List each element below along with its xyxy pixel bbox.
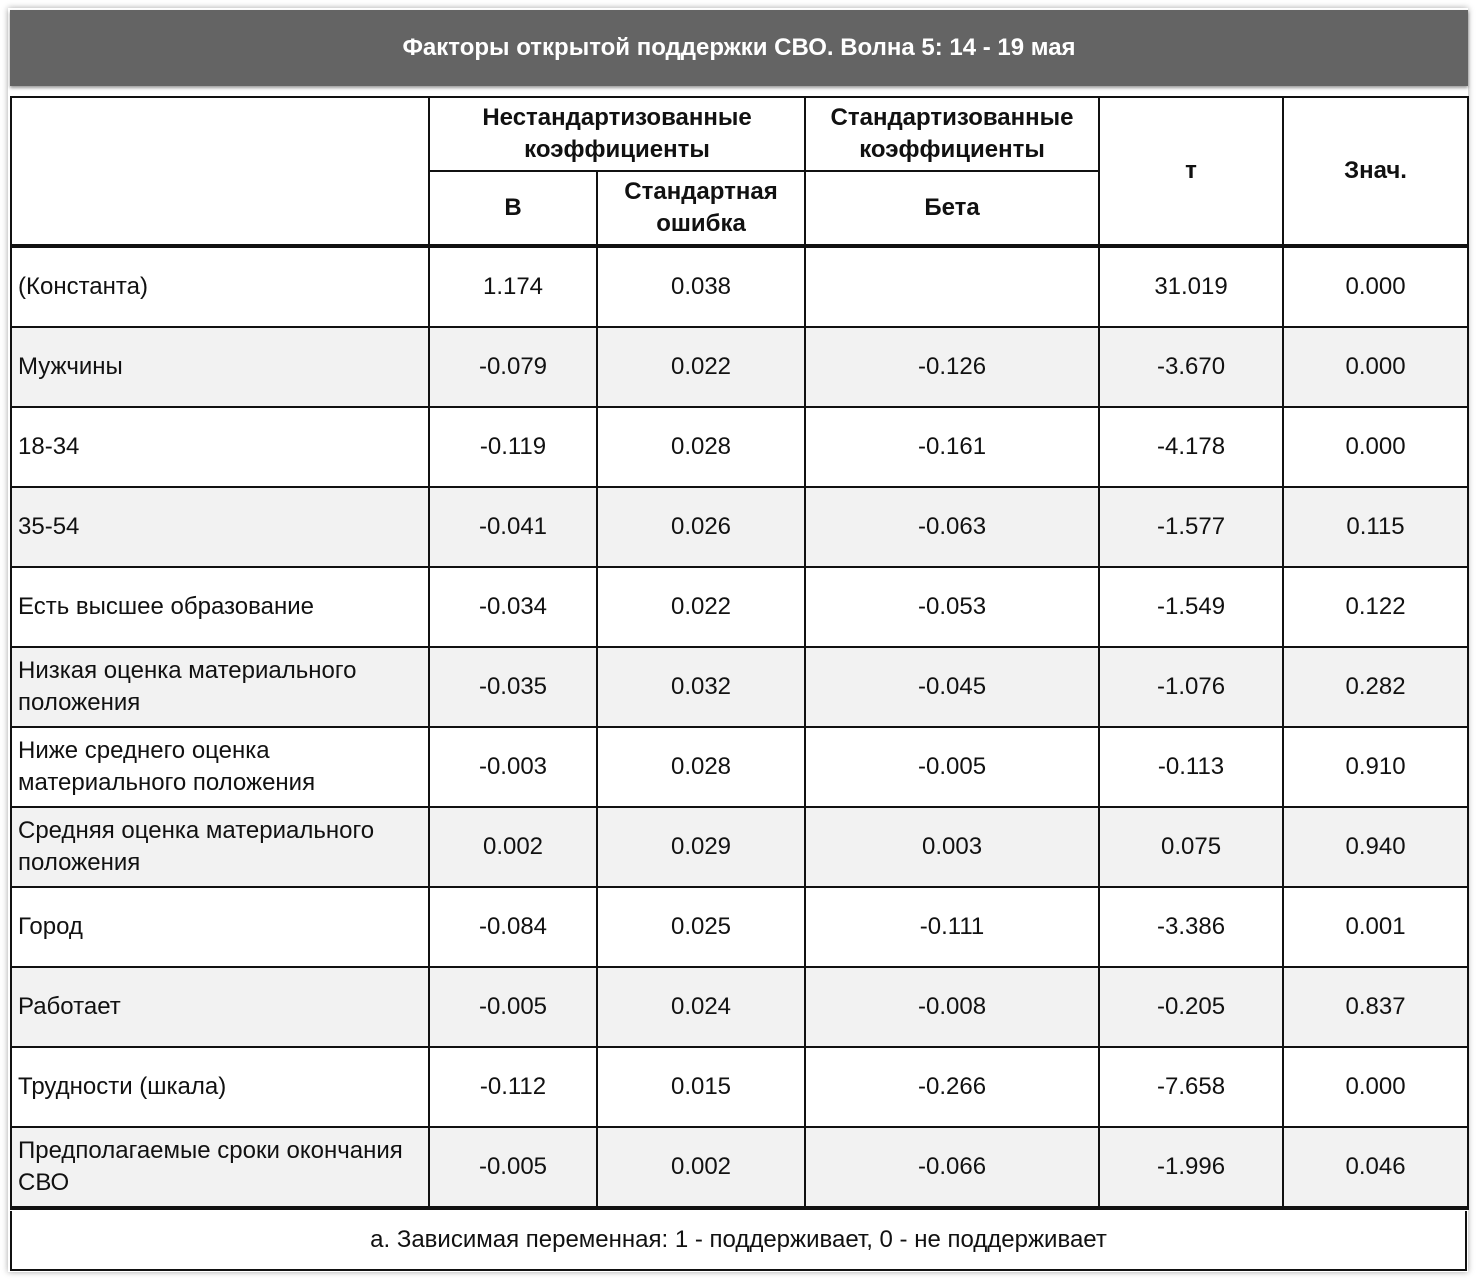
cell-b: 1.174 xyxy=(429,246,597,327)
header-blank-cell xyxy=(11,97,429,246)
table-row xyxy=(11,1047,1468,1127)
row-label: Мужчины xyxy=(11,327,429,407)
cell-std-error: 0.032 xyxy=(597,647,805,727)
cell-t: -3.670 xyxy=(1099,327,1283,407)
row-label: 35-54 xyxy=(11,487,429,567)
table-row xyxy=(11,967,1468,1047)
cell-t: -3.386 xyxy=(1099,887,1283,967)
cell-t: -7.658 xyxy=(1099,1047,1283,1127)
cell-beta: -0.266 xyxy=(805,1047,1099,1127)
table-row xyxy=(11,487,1468,567)
row-label: Низкая оценка материального положения xyxy=(11,647,429,727)
table-body xyxy=(11,246,1468,1208)
cell-std-error: 0.002 xyxy=(597,1127,805,1208)
header-t: т xyxy=(1099,97,1283,246)
cell-sig: 0.910 xyxy=(1283,727,1468,807)
row-label: Город xyxy=(11,887,429,967)
cell-std-error: 0.025 xyxy=(597,887,805,967)
row-label: 18-34 xyxy=(11,407,429,487)
cell-b: -0.079 xyxy=(429,327,597,407)
header-standardized: Стандартизованные коэффициенты xyxy=(805,97,1099,171)
cell-b: 0.002 xyxy=(429,807,597,887)
header-sig: Знач. xyxy=(1283,97,1468,246)
table-row xyxy=(11,246,1468,327)
cell-sig: 0.837 xyxy=(1283,967,1468,1047)
row-label: (Константа) xyxy=(11,246,429,327)
table-row xyxy=(11,327,1468,407)
cell-std-error: 0.015 xyxy=(597,1047,805,1127)
cell-sig: 0.000 xyxy=(1283,327,1468,407)
row-label: Есть высшее образование xyxy=(11,567,429,647)
cell-sig: 0.001 xyxy=(1283,887,1468,967)
cell-b: -0.041 xyxy=(429,487,597,567)
cell-beta: 0.003 xyxy=(805,807,1099,887)
row-label: Работает xyxy=(11,967,429,1047)
header-unstandardized: Нестандартизованные коэффициенты xyxy=(429,97,805,171)
cell-beta: -0.063 xyxy=(805,487,1099,567)
cell-t: 31.019 xyxy=(1099,246,1283,327)
cell-std-error: 0.029 xyxy=(597,807,805,887)
cell-beta: -0.045 xyxy=(805,647,1099,727)
cell-sig: 0.282 xyxy=(1283,647,1468,727)
table-row xyxy=(11,727,1468,807)
table-row xyxy=(11,407,1468,487)
cell-t: -1.549 xyxy=(1099,567,1283,647)
cell-sig: 0.122 xyxy=(1283,567,1468,647)
header-beta: Бета xyxy=(805,171,1099,246)
cell-std-error: 0.038 xyxy=(597,246,805,327)
cell-sig: 0.046 xyxy=(1283,1127,1468,1208)
cell-sig: 0.940 xyxy=(1283,807,1468,887)
regression-table xyxy=(10,96,1469,1210)
cell-sig: 0.000 xyxy=(1283,1047,1468,1127)
cell-b: -0.034 xyxy=(429,567,597,647)
cell-b: -0.112 xyxy=(429,1047,597,1127)
cell-beta xyxy=(805,246,1099,327)
cell-std-error: 0.024 xyxy=(597,967,805,1047)
cell-b: -0.005 xyxy=(429,1127,597,1208)
table-row xyxy=(11,807,1468,887)
cell-t: 0.075 xyxy=(1099,807,1283,887)
table-container xyxy=(8,8,1468,1272)
cell-beta: -0.161 xyxy=(805,407,1099,487)
cell-b: -0.084 xyxy=(429,887,597,967)
cell-std-error: 0.028 xyxy=(597,727,805,807)
footnote: a. Зависимая переменная: 1 - поддерживает, 0 - не поддерживает xyxy=(10,1211,1467,1271)
header-row-1 xyxy=(11,97,1468,171)
cell-sig: 0.000 xyxy=(1283,407,1468,487)
cell-std-error: 0.022 xyxy=(597,327,805,407)
row-label: Ниже среднего оценка материального положения xyxy=(11,727,429,807)
cell-beta: -0.053 xyxy=(805,567,1099,647)
cell-t: -0.205 xyxy=(1099,967,1283,1047)
cell-beta: -0.111 xyxy=(805,887,1099,967)
cell-t: -1.577 xyxy=(1099,487,1283,567)
cell-beta: -0.066 xyxy=(805,1127,1099,1208)
cell-beta: -0.005 xyxy=(805,727,1099,807)
cell-std-error: 0.028 xyxy=(597,407,805,487)
table-row xyxy=(11,647,1468,727)
header-std-error: Стандартная ошибка xyxy=(597,171,805,246)
cell-t: -0.113 xyxy=(1099,727,1283,807)
cell-std-error: 0.022 xyxy=(597,567,805,647)
cell-b: -0.003 xyxy=(429,727,597,807)
cell-t: -4.178 xyxy=(1099,407,1283,487)
cell-beta: -0.008 xyxy=(805,967,1099,1047)
cell-b: -0.005 xyxy=(429,967,597,1047)
cell-beta: -0.126 xyxy=(805,327,1099,407)
row-label: Предполагаемые сроки окончания СВО xyxy=(11,1127,429,1208)
cell-sig: 0.000 xyxy=(1283,246,1468,327)
cell-b: -0.035 xyxy=(429,647,597,727)
cell-t: -1.076 xyxy=(1099,647,1283,727)
cell-t: -1.996 xyxy=(1099,1127,1283,1208)
table-row xyxy=(11,1127,1468,1208)
header-b: B xyxy=(429,171,597,246)
table-row xyxy=(11,887,1468,967)
cell-std-error: 0.026 xyxy=(597,487,805,567)
row-label: Трудности (шкала) xyxy=(11,1047,429,1127)
cell-sig: 0.115 xyxy=(1283,487,1468,567)
row-label: Средняя оценка материального положения xyxy=(11,807,429,887)
table-title: Факторы открытой поддержки СВО. Волна 5: 14 - 19 мая xyxy=(10,10,1468,86)
cell-b: -0.119 xyxy=(429,407,597,487)
table-row xyxy=(11,567,1468,647)
